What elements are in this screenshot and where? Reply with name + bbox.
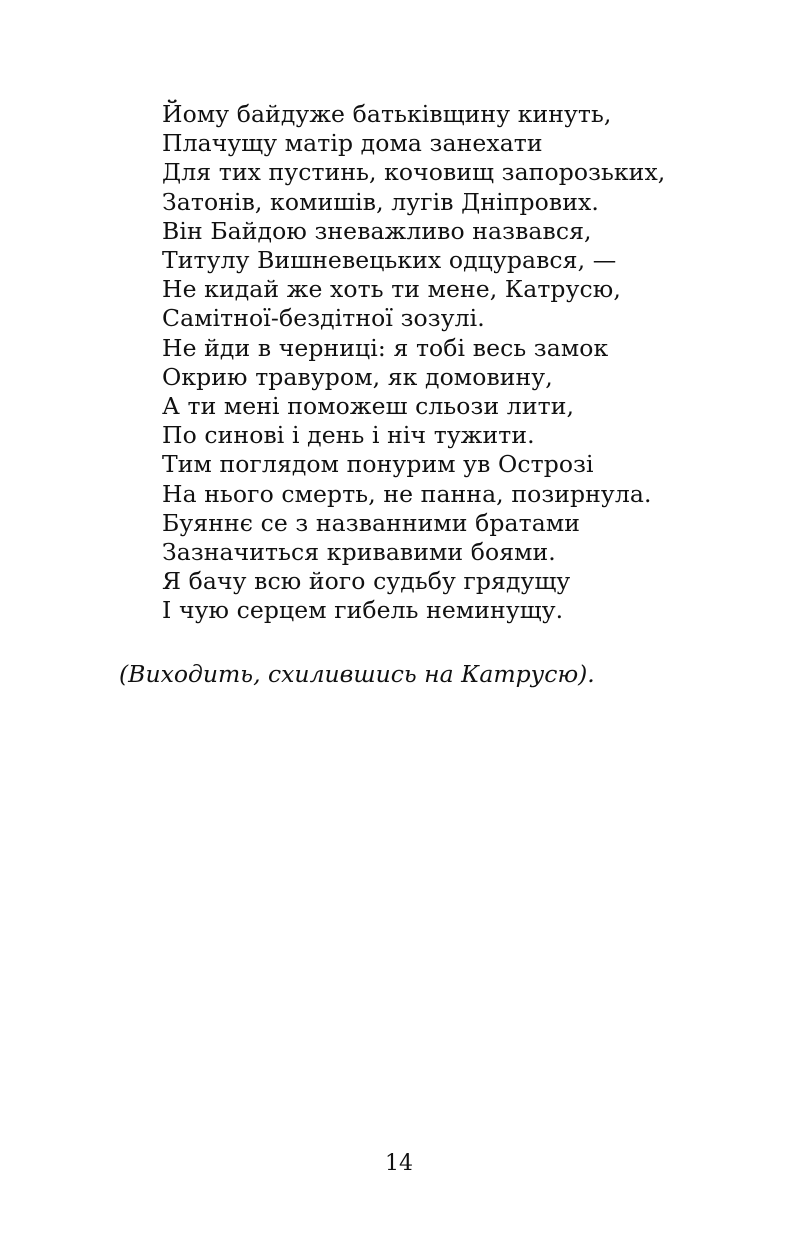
poem-line: І чую серцем гибель неминущу.	[162, 596, 564, 625]
poem-line: Буяннє се з названними братами	[162, 508, 580, 537]
poem-line: Титулу Вишневецьких одцурався, —	[162, 246, 617, 275]
poem-line: На нього смерть, не панна, позирнула.	[162, 479, 652, 508]
poem-line: Окрию травуром, як домовину,	[162, 362, 553, 391]
poem-line: Він Байдою зневажливо назвався,	[162, 216, 592, 245]
poem-line: Йому байдуже батьківщину кинуть,	[162, 100, 612, 128]
poem-line: Самітної-бездітної зозулі.	[162, 304, 485, 333]
poem-line: Не кидай же хоть ти мене, Катрусю,	[162, 275, 621, 304]
page-number: 14	[385, 1151, 413, 1176]
poem-line: А ти мені поможеш сльози лити,	[162, 392, 575, 421]
poem-line: Тим поглядом понурим ув Острозі	[162, 450, 594, 479]
poem-line: Плачущу матір дома занехати	[162, 129, 543, 158]
stage-direction: (Виходить, схилившись на Катрусю).	[119, 660, 595, 688]
poem-line: Я бачу всю його судьбу грядущу	[162, 567, 571, 596]
poem-line: Не йди в черниці: я тобі весь замок	[162, 333, 609, 362]
poem-line: По синові і день і ніч тужити.	[162, 421, 535, 450]
poem-line: Для тих пустинь, кочовищ запорозьких,	[162, 158, 666, 187]
poem-line: Зазначиться кривавими боями.	[162, 538, 556, 567]
poem-text	[162, 100, 762, 626]
poem-line: Затонів, комишів, лугів Дніпрових.	[162, 187, 599, 216]
